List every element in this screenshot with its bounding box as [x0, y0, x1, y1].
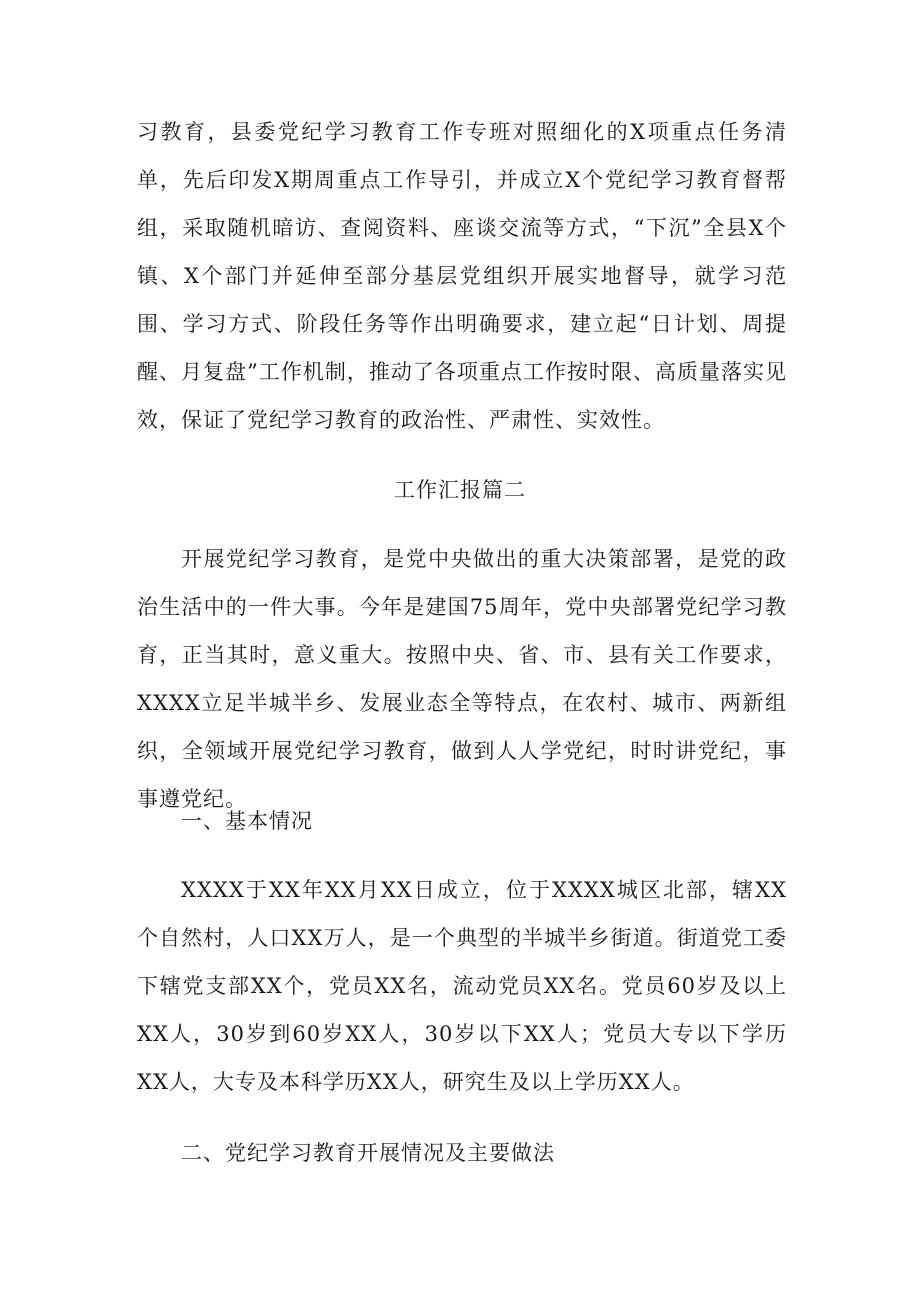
section-heading-basic-situation: 一、基本情况 [181, 809, 313, 833]
basic-situation-paragraph: XXXX于XX年XX月XX日成立，位于XXXX城区北部，辖XX个自然村，人口XX万人，是一个典型的半城半乡街道。街道党工委下辖党支部XX个，党员XX名，流动党员XX名。党员60岁及以上XX人，30岁到60岁XX人，30岁以下XX人；党员大专以下学历XX人，大专及本科学历XX人，研究生及以上学历XX人。 [137, 878, 787, 1094]
continued-paragraph: 习教育，县委党纪学习教育工作专班对照细化的X项重点任务清单，先后印发X期周重点工作导引，并成立X个党纪学习教育督帮组，采取随机暗访、查阅资料、座谈交流等方式，“下沉”全县X个镇、X个部门并延伸至部分基层党组织开展实地督导，就学习范围、学习方式、阶段任务等作出明确要求，建立起“日计划、周提醒、月复盘”工作机制，推动了各项重点工作按时限、高质量落实见效，保证了党纪学习教育的政治性、严肃性、实效性。 [137, 120, 787, 432]
intro-paragraph: 开展党纪学习教育，是党中央做出的重大决策部署，是党的政治生活中的一件大事。今年是建国75周年，党中央部署党纪学习教育，正当其时，意义重大。按照中央、省、市、县有关工作要求，XXXX立足半城半乡、发展业态全等特点，在农村、城市、两新组织，全领域开展党纪学习教育，做到人人学党纪，时时讲党纪，事事遵党纪。 [137, 547, 787, 811]
report-title: 工作汇报篇二 [394, 478, 526, 502]
section-heading-practices: 二、党纪学习教育开展情况及主要做法 [181, 1141, 555, 1165]
